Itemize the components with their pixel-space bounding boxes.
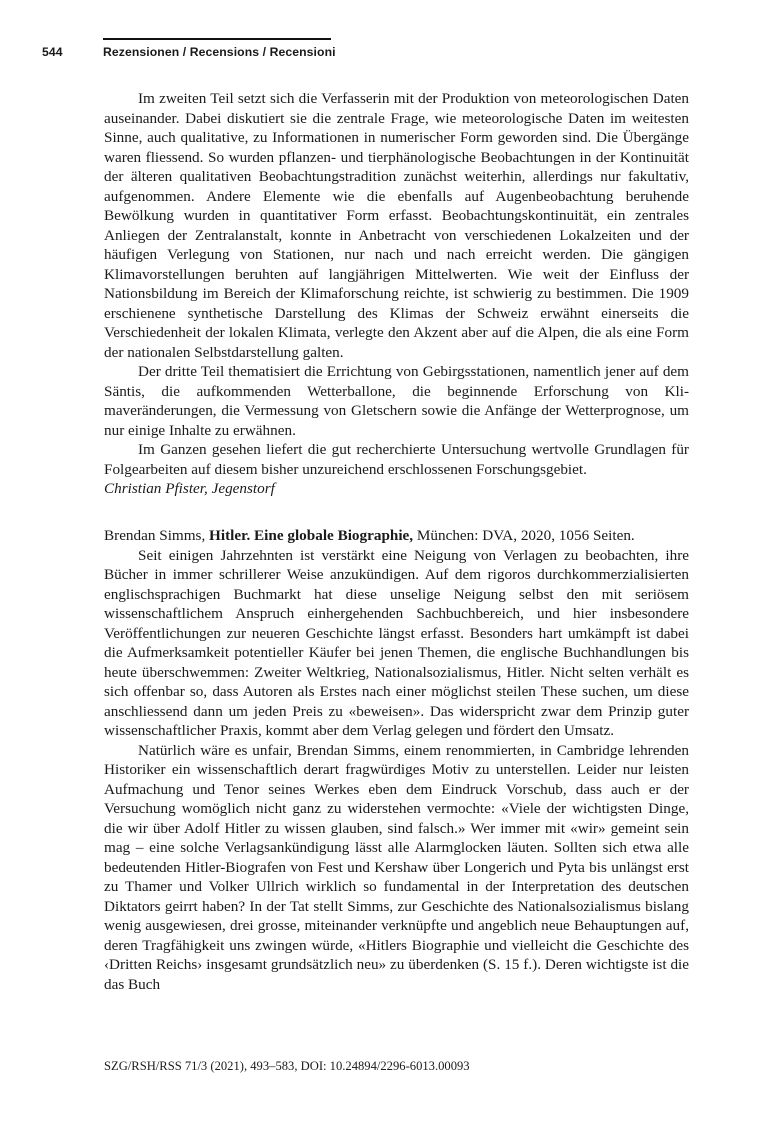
paragraph: Seit einigen Jahrzehnten ist verstärkt eine Neigung von Verlagen zu beobachten, ihre Bücher in immer schrillerer Weise anzukündigen. Auf dem rigoros durchkommerzialisierten englischsprachigen Buchmarkt hat diese unselige Neigung selbst den mit seriösem wissenschaftlichem Anspruch einhergehenden Sachbuchbereich, und hier insbesondere Veröffentlichungen zur neueren Geschichte längst erfasst. Besonders hart umkämpft ist dabei die Aufmerksamkeit potentieller Käufer bei jenen Themen, die englische Buchhandlungen bis heute überschwemmen: Zweiter Weltkrieg, Nationalsozialismus, Hitler. Nicht selten verhält es sich offenbar so, dass Autoren als Erstes nach einer möglichst steilen These suchen, um diese anschliessend dann um jeden Preis zu «beweisen». Das widerspricht zwar dem Prinzip guter wissenschaftlicher Praxis, kommt aber dem Verlag gelegen und fördert den Umsatz. <box>104 546 689 739</box>
reviewer-signature: Christian Pfister, Jegenstorf <box>104 480 275 497</box>
page-number: 544 <box>42 45 63 59</box>
book-citation <box>104 526 689 546</box>
book-title: Hitler. Eine globale Biographie, <box>209 527 414 544</box>
running-head <box>42 45 336 59</box>
journal-section: Rezensionen / Recensions / Recensioni <box>103 45 336 59</box>
review-continuation <box>104 89 689 499</box>
paragraph: Der dritte Teil thematisiert die Errichtung von Gebirgsstationen, namentlich jener auf dem Säntis, die aufkommenden Wetterballone, die beginnende Erforschung von Klimaveränderungen, die Vermessung von Gletschern sowie die Anfänge der Wetterprognose, um nur einige Inhalte zu erwähnen. <box>104 363 689 439</box>
journal-footer-citation: SZG/RSH/RSS 71/3 (2021), 493–583, DOI: 10.24894/2296-6013.00093 <box>104 1059 470 1073</box>
paragraph: Natürlich wäre es unfair, Brendan Simms, einem renommierten, in Cambridge lehrenden Historiker ein wissenschaftlich derart fragwürdiges Motiv zu unterstellen. Leider nur leisten Aufmachung und Tenor seines Werkes eben dem Eindruck Vorschub, dass auch er der Versuchung womöglich nicht ganz zu widerstehen vermochte: «Viele der wichtigsten Dinge, die wir über Adolf Hitler zu wissen glauben, sind falsch.» Wer immer mit «wir» gemeint sein mag – eine solche Verlagsankündigung lässt alle Alarmglocken läuten. Sollten sich etwa alle bedeutenden Hitler-Biografen von Fest und Kershaw über Longerich und Pyta bis unlängst erst zu Thamer und Volker Ullrich wirklich so fundamental in der Interpretation des deutschen Diktators geirrt haben? In der Tat stellt Simms, zur Geschichte des Nationalsozialismus bislang wenig ausgewiesen, drei grosse, miteinander verknüpfte und angeblich neue Behauptungen auf, deren Tragfähigkeit uns zwingen würde, «Hitlers Biographie und vielleicht die Geschichte des ‹Dritten Reichs› insgesamt grundsätzlich neu» zu überdenken (S. 15 f.). Deren wichtigste ist die das Buch <box>104 741 689 993</box>
paragraph: Im Ganzen gesehen liefert die gut recherchierte Untersuchung wertvolle Grundlagen für Folgearbeiten auf diesem bisher unzureichend erschlossenen Forschungsgebiet. <box>104 441 689 478</box>
book-author: Brendan Simms, <box>104 527 206 544</box>
paragraph: Im zweiten Teil setzt sich die Verfasserin mit der Produktion von meteorologischen Daten auseinander. Dabei diskutiert sie die zentrale Frage, wie meteorologische Daten im weitesten Sinne, auch qualitative, zu Informationen in numerischer Form geworden sind. Die Übergänge waren fliessend. So wurden pflanzen- und tierphänologische Beobachtungen in der Kontinuität der älteren qualitativen Beobachtungstradition zunächst weiterhin, allerdings nur fakultativ, aufgenommen. Andere Elemente wie die ebenfalls auf Augenbeobachtung beruhende Bewölkung wurden in quantitativer Form erfasst. Beobachtungskontinuität, ein zentrales Anliegen der Zentralanstalt, konnte in Anbetracht von verschiedenen Lokalzeiten und der häufigen Verlegung von Stationen, nur nach und nach erreicht werden. Die gängigen Klimavorstellungen beruhten auf langjährigen Mittelwerten. Wie weit der Einfluss der Nationsbildung im Bereich der Klimaforschung reichte, ist schwierig zu bestimmen. Die 1909 erschienene synthetische Darstellung des Klimas der Schweiz erwähnt einerseits die Verschiedenheit der lokalen Klimata, verlegte den Akzent aber auf die Alpen, die als eine Form der nationalen Selbstdarstellung galten. <box>104 90 689 361</box>
review-simms <box>104 526 689 994</box>
header-rule <box>103 38 331 40</box>
book-publication: München: DVA, 2020, 1056 Seiten. <box>416 527 635 544</box>
